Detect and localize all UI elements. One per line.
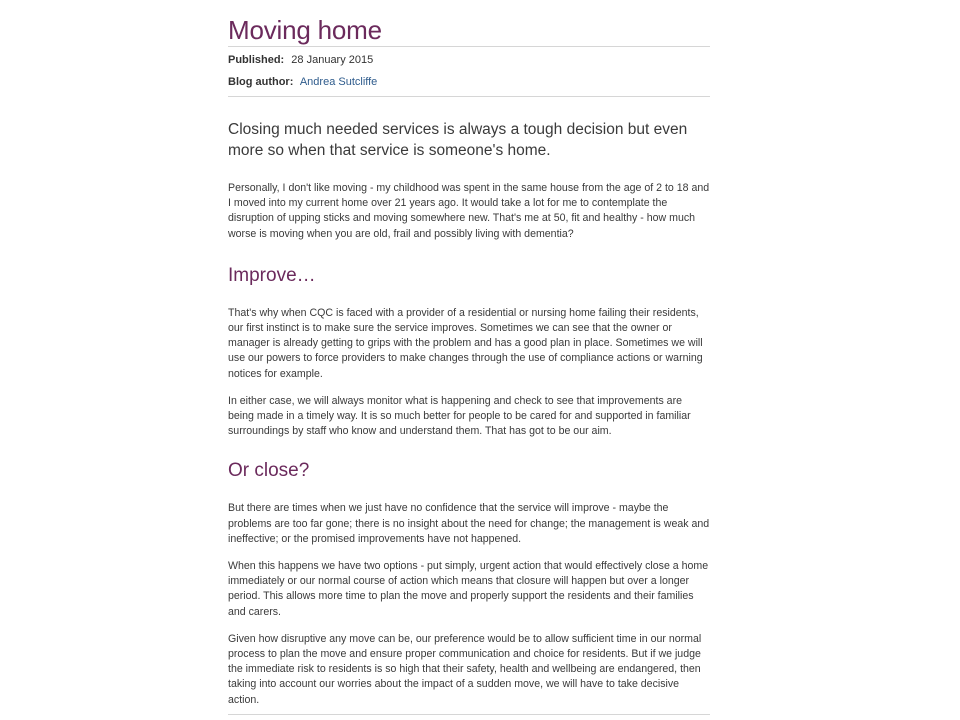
published-date: 28 January 2015 <box>291 54 374 66</box>
body-paragraph: But there are times when we just have no confidence that the service will improve - maybe the problems are too far gone; there is no insight about the need for change; the management is weak and ineffective; or the promised improvements have not happened. <box>228 502 710 545</box>
author-label: Blog author: <box>228 76 294 88</box>
body-paragraph: Personally, I don't like moving - my childhood was spent in the same house from the age of 2 to 18 and I moved into my current home over 21 years ago. It would take a lot for me to contemplate the disruption of upping sticks and moving somewhere new. That's me at 50, fit and healthy - how much worse is moving when you are old, frail and possibly living with dementia? <box>228 182 710 240</box>
lead-paragraph: Closing much needed services is always a tough decision but even more so when that service is someone's home. <box>228 121 688 159</box>
published-label: Published: <box>228 54 285 66</box>
bottom-divider <box>228 714 710 715</box>
page-title: Moving home <box>228 15 382 45</box>
author-link[interactable]: Andrea Sutcliffe <box>299 76 378 88</box>
section-heading-improve: Improve… <box>228 264 316 286</box>
article <box>228 0 710 715</box>
section-heading-close: Or close? <box>228 460 310 482</box>
body-paragraph: That's why when CQC is faced with a provider of a residential or nursing home failing their residents, our first instinct is to make sure the service improves. Sometimes we can see that the owner or manager is already getting to grips with the problem and has a good plan in place. Sometimes we will use our powers to force providers to make changes through the use of compliance actions or warning notices for example. <box>228 306 703 380</box>
title-divider <box>228 46 710 47</box>
published-row <box>228 53 710 67</box>
body-paragraph: Given how disruptive any move can be, our preference would be to allow sufficient time in our normal process to plan the move and ensure proper communication and choice for residents. But if we judge the immediate risk to residents is so high that their safety, health and wellbeing are endangered, then taking into account our worries about the impact of a sudden move, we will have to take decisive action. <box>228 632 702 706</box>
body-paragraph: When this happens we have two options - put simply, urgent action that would effectively close a home immediately or our normal course of action which means that closure will happen but over a longer period. This allows more time to plan the move and properly support the residents and their families and carers. <box>228 560 709 618</box>
body-paragraph: In either case, we will always monitor what is happening and check to see that improvements are being made in a timely way. It is so much better for people to be cared for and supported in familiar surroundings by staff who know and understand them. That has got to be our aim. <box>228 394 691 438</box>
meta-divider <box>228 96 710 97</box>
author-row <box>228 75 710 89</box>
